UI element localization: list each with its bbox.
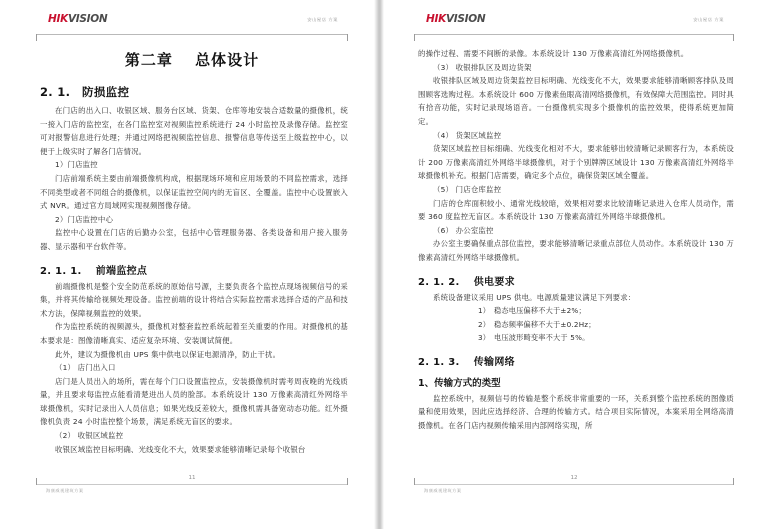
paragraph-continued: 的操作过程、需要不间断的录像。本系统设计 130 万像素高清红外网络摄像机。 — [418, 49, 689, 58]
page-number: 12 — [570, 475, 578, 481]
page-gutter-divider — [374, 0, 384, 529]
footer-left-text: 海康威视建筑方案 — [424, 488, 462, 493]
numbered-list-item: 1） 稳态电压偏移不大于±2%； — [478, 306, 586, 316]
page-footer-left — [36, 475, 348, 501]
paragraph: 店门是人员出入的场所，需在每个门口设置监控点，安装摄像机时需考周夜晚的光线质量，并且要求每监控点能看清楚进出人员的脸部。本系统设计 130 万像素高清红外网络半球摄像机，实时记录出入人员信息；如果光线反差较大，摄像机需具备宽动态功能。红外摄像机负责 24 小时监控整个场景，满足系统无盲区的要求。 — [40, 376, 348, 427]
page-number: 11 — [188, 475, 196, 481]
section-heading-2-1-3: 2. 1. 3. 传输网络 — [418, 356, 515, 368]
paragraph: 监控中心设置在门店的后勤办公室，包括中心管理服务器、各类设备和用户接入服务器、显示器和平台软件等。 — [40, 228, 348, 251]
list-item: （5） 门店仓库监控 — [433, 184, 502, 194]
section-heading-2-1-1: 2. 1. 1. 前端监控点 — [40, 265, 148, 277]
logo-vision-text: VISION — [445, 13, 486, 25]
paragraph: 系统设备建议采用 UPS 供电。电源质量建议满足下列要求： — [433, 292, 636, 302]
list-item: （2） 收银区域监控 — [55, 431, 124, 441]
list-item: （4） 货架区域监控 — [433, 130, 502, 140]
paragraph: 收银排队区域及周边货架监控目标明确、光线变化不大，效果要求能够清晰顾客排队及周围顾客选购过程。本系统设计 600 万像素鱼眼高清网络摄像机，有效保障大范围监控。同时具有拾音功能，实时记录现场语音。一台摄像机实现多个摄像机的监控效果，使得系统更加简定。 — [418, 76, 734, 126]
page-right — [384, 0, 760, 529]
logo-hik-text: HIK — [426, 13, 446, 25]
list-item: （6） 办公室监控 — [433, 225, 494, 235]
paragraph: 收银区域监控目标明确、光线变化不大，效果要求能够清晰记录每个收银台 — [55, 444, 306, 454]
numbered-list-item: 3） 电压波形畸变率不大于 5%。 — [478, 333, 590, 343]
header-right-text: 安山屋店 方案 — [693, 17, 724, 22]
paragraph: 监控系统中，视频信号的传输是整个系统非常重要的一环，关系到整个监控系统的图像质量和使用效果，因此应选择经济、合理的传输方式。结合项目实际情况，本案采用全网络高清摄像机。在各门店内视频传输采用内部网络实现，所 — [418, 393, 734, 431]
footer-left-text: 海康威视建筑方案 — [46, 488, 84, 493]
list-item: （1） 店门出入口 — [55, 363, 116, 373]
list-item: （3） 收银排队区及周边货架 — [433, 62, 532, 72]
paragraph: 此外，建议为摄像机由 UPS 集中供电以保证电源清净，防止干扰。 — [55, 349, 281, 359]
paragraph: 门店的仓库面积较小、通常光线较暗，效果相对要求比较清晰记录进入仓库人员动作，需要 360 度监控无盲区。本系统设计 130 万像素高清红外网络半球摄像机。 — [418, 198, 734, 222]
logo-hik-text: HIK — [48, 13, 68, 25]
section-heading-2-1: 2. 1. 防损监控 — [40, 85, 130, 99]
numbered-heading-1: 1、传输方式的类型 — [418, 377, 501, 389]
page-header-right — [414, 12, 734, 35]
paragraph: 办公室主要确保重点部位监控，要求能够清晰记录重点部位人员动作。本系统设计 130 万像素高清红外网络半球摄像机。 — [418, 239, 734, 262]
hikvision-logo — [48, 13, 107, 25]
chapter-title: 第二章 总体设计 — [124, 51, 260, 69]
paragraph: 货架区域监控目标细确、光线变化相对不大，要求能够出较清晰记录顾客行为，本系统设计 200 万像素高清红外网络半球摄像机，对于个别牌牌区域设计 130 万像素高清红外网络半球摄像机补充。根据门店需要，确定多个点位，确保货架区域全覆盖。 — [418, 144, 734, 181]
page-footer-right — [414, 475, 734, 501]
paragraph: 作为监控系统的视频源头，摄像机对整套监控系统起着至关重要的作用。对摄像机的基本要求是：图像清晰真实、适应复杂环境、安装调试简便。 — [40, 322, 348, 345]
paragraph: 在门店的出入口、收银区域、服务台区域、货架、仓库等地安装合适数量的摄像机，统一接入门店的监控室，在各门监控室对视频监控系统进行 24 小时监控及录像存储。监控室可对报警信息进行处理；并通过网络把视频监控信息、报警信息等传送至上级监控中心，以便于上级实时了解各门店情况。 — [40, 106, 348, 156]
numbered-list-item: 2） 稳态频率偏移不大于±0.2Hz； — [478, 319, 596, 329]
hikvision-logo — [426, 13, 485, 25]
list-item: 1）门店监控 — [55, 160, 98, 170]
page-left — [0, 0, 374, 529]
section-heading-2-1-2: 2. 1. 2. 供电要求 — [418, 276, 515, 288]
header-right-text: 安山屋店 方案 — [307, 17, 338, 22]
page-body-left — [36, 35, 348, 456]
logo-vision-text: VISION — [67, 13, 108, 25]
paragraph: 门店前端系统主要由前端摄像机构成，根据现场环境和应用场景的不同监控需求，选择不同类型或者不同组合的摄像机，以保证监控空间内的无盲区、全覆盖。监控中心设置嵌入式 NVR。通过官方局域网实现视频图像存储。 — [40, 173, 348, 211]
page-body-right — [414, 35, 734, 433]
list-item: 2）门店监控中心 — [55, 214, 114, 224]
page-header-left — [36, 12, 348, 35]
paragraph: 前端摄像机是整个安全防范系统的原始信号源，主要负责各个监控点现场视频信号的采集，并将其传输给视频处理设备。监控前端的设计将结合实际监控需求选择合适的产品和技术方法，保障视频监控的效果。 — [40, 281, 348, 318]
